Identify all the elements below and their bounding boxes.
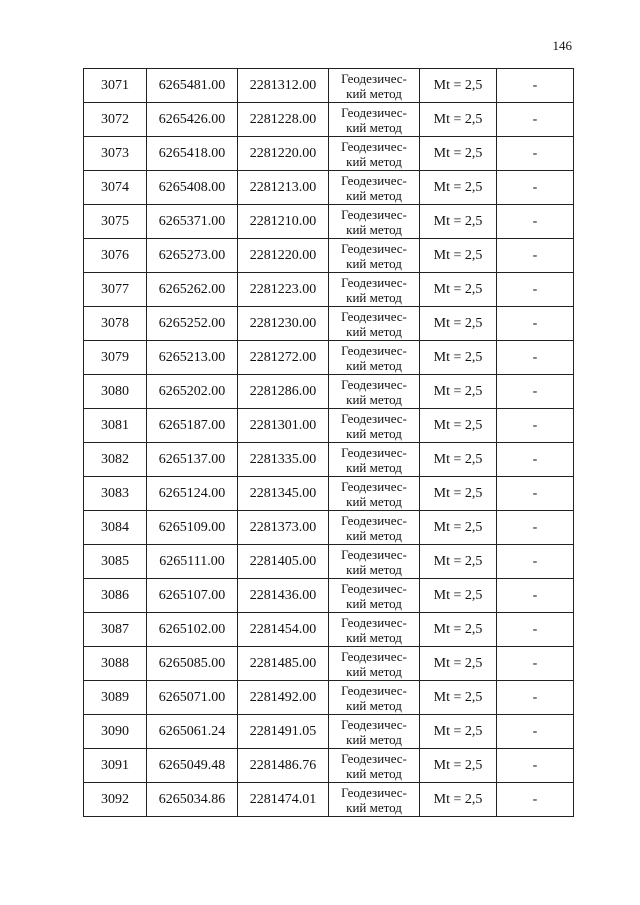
note-cell: -: [497, 103, 574, 137]
method-cell: [329, 375, 420, 409]
y-coordinate-cell: 2281486.76: [238, 749, 329, 783]
method-cell: [329, 715, 420, 749]
table-row: [84, 545, 574, 579]
point-number-cell: 3074: [84, 171, 147, 205]
method-text-line-1: Геодезичес-: [341, 444, 407, 460]
table-row: [84, 103, 574, 137]
method-text-line-2: кий метод: [346, 119, 402, 135]
accuracy-cell: Mt = 2,5: [420, 477, 497, 511]
y-coordinate-cell: 2281272.00: [238, 341, 329, 375]
note-cell: -: [497, 545, 574, 579]
method-text-line-2: кий метод: [346, 391, 402, 407]
point-number-cell: 3076: [84, 239, 147, 273]
method-cell: [329, 273, 420, 307]
point-number-cell: 3084: [84, 511, 147, 545]
accuracy-cell: Mt = 2,5: [420, 375, 497, 409]
y-coordinate-cell: 2281220.00: [238, 239, 329, 273]
y-coordinate-cell: 2281312.00: [238, 69, 329, 103]
table-row: [84, 171, 574, 205]
x-coordinate-cell: 6265124.00: [147, 477, 238, 511]
method-text-line-1: Геодезичес-: [341, 138, 407, 154]
y-coordinate-cell: 2281454.00: [238, 613, 329, 647]
method-text-line-2: кий метод: [346, 799, 402, 815]
method-cell: [329, 783, 420, 817]
point-number-cell: 3075: [84, 205, 147, 239]
note-cell: -: [497, 749, 574, 783]
accuracy-cell: Mt = 2,5: [420, 307, 497, 341]
x-coordinate-cell: 6265187.00: [147, 409, 238, 443]
x-coordinate-cell: 6265111.00: [147, 545, 238, 579]
method-text-line-2: кий метод: [346, 595, 402, 611]
y-coordinate-cell: 2281220.00: [238, 137, 329, 171]
x-coordinate-cell: 6265252.00: [147, 307, 238, 341]
accuracy-cell: Mt = 2,5: [420, 749, 497, 783]
coordinates-table-body: [84, 69, 574, 817]
point-number-cell: 3090: [84, 715, 147, 749]
point-number-cell: 3087: [84, 613, 147, 647]
method-cell: [329, 409, 420, 443]
note-cell: -: [497, 239, 574, 273]
x-coordinate-cell: 6265109.00: [147, 511, 238, 545]
accuracy-cell: Mt = 2,5: [420, 715, 497, 749]
accuracy-cell: Mt = 2,5: [420, 273, 497, 307]
method-cell: [329, 205, 420, 239]
method-text-line-2: кий метод: [346, 85, 402, 101]
x-coordinate-cell: 6265085.00: [147, 647, 238, 681]
method-text-line-2: кий метод: [346, 493, 402, 509]
method-text-line-2: кий метод: [346, 187, 402, 203]
method-cell: [329, 103, 420, 137]
method-cell: [329, 647, 420, 681]
table-row: [84, 69, 574, 103]
note-cell: -: [497, 341, 574, 375]
method-text-line-1: Геодезичес-: [341, 206, 407, 222]
point-number-cell: 3088: [84, 647, 147, 681]
method-cell: [329, 477, 420, 511]
method-text-line-2: кий метод: [346, 357, 402, 373]
x-coordinate-cell: 6265481.00: [147, 69, 238, 103]
method-text-line-1: Геодезичес-: [341, 614, 407, 630]
method-text-line-2: кий метод: [346, 289, 402, 305]
method-text-line-2: кий метод: [346, 527, 402, 543]
note-cell: -: [497, 579, 574, 613]
method-text-line-1: Геодезичес-: [341, 580, 407, 596]
x-coordinate-cell: 6265071.00: [147, 681, 238, 715]
accuracy-cell: Mt = 2,5: [420, 103, 497, 137]
note-cell: -: [497, 375, 574, 409]
note-cell: -: [497, 681, 574, 715]
note-cell: -: [497, 511, 574, 545]
y-coordinate-cell: 2281492.00: [238, 681, 329, 715]
accuracy-cell: Mt = 2,5: [420, 511, 497, 545]
point-number-cell: 3073: [84, 137, 147, 171]
coordinates-table: [83, 68, 574, 817]
method-text-line-2: кий метод: [346, 323, 402, 339]
accuracy-cell: Mt = 2,5: [420, 579, 497, 613]
method-text-line-1: Геодезичес-: [341, 172, 407, 188]
x-coordinate-cell: 6265061.24: [147, 715, 238, 749]
note-cell: -: [497, 613, 574, 647]
accuracy-cell: Mt = 2,5: [420, 69, 497, 103]
note-cell: -: [497, 783, 574, 817]
x-coordinate-cell: 6265371.00: [147, 205, 238, 239]
method-text-line-1: Геодезичес-: [341, 784, 407, 800]
table-row: [84, 273, 574, 307]
y-coordinate-cell: 2281230.00: [238, 307, 329, 341]
point-number-cell: 3072: [84, 103, 147, 137]
method-cell: [329, 443, 420, 477]
x-coordinate-cell: 6265049.48: [147, 749, 238, 783]
method-text-line-1: Геодезичес-: [341, 648, 407, 664]
method-cell: [329, 545, 420, 579]
method-text-line-1: Геодезичес-: [341, 546, 407, 562]
method-text-line-1: Геодезичес-: [341, 750, 407, 766]
point-number-cell: 3083: [84, 477, 147, 511]
method-text-line-2: кий метод: [346, 459, 402, 475]
y-coordinate-cell: 2281485.00: [238, 647, 329, 681]
note-cell: -: [497, 273, 574, 307]
accuracy-cell: Mt = 2,5: [420, 443, 497, 477]
page-number: 146: [552, 38, 572, 53]
note-cell: -: [497, 647, 574, 681]
method-cell: [329, 681, 420, 715]
method-text-line-1: Геодезичес-: [341, 682, 407, 698]
method-cell: [329, 307, 420, 341]
table-row: [84, 647, 574, 681]
method-text-line-2: кий метод: [346, 153, 402, 169]
point-number-cell: 3089: [84, 681, 147, 715]
note-cell: -: [497, 69, 574, 103]
x-coordinate-cell: 6265262.00: [147, 273, 238, 307]
method-text-line-1: Геодезичес-: [341, 274, 407, 290]
x-coordinate-cell: 6265426.00: [147, 103, 238, 137]
y-coordinate-cell: 2281301.00: [238, 409, 329, 443]
x-coordinate-cell: 6265107.00: [147, 579, 238, 613]
y-coordinate-cell: 2281223.00: [238, 273, 329, 307]
method-text-line-2: кий метод: [346, 425, 402, 441]
point-number-cell: 3078: [84, 307, 147, 341]
method-cell: [329, 239, 420, 273]
y-coordinate-cell: 2281213.00: [238, 171, 329, 205]
y-coordinate-cell: 2281405.00: [238, 545, 329, 579]
point-number-cell: 3080: [84, 375, 147, 409]
method-cell: [329, 579, 420, 613]
x-coordinate-cell: 6265213.00: [147, 341, 238, 375]
point-number-cell: 3071: [84, 69, 147, 103]
note-cell: -: [497, 443, 574, 477]
method-text-line-1: Геодезичес-: [341, 104, 407, 120]
table-row: [84, 307, 574, 341]
x-coordinate-cell: 6265102.00: [147, 613, 238, 647]
y-coordinate-cell: 2281474.01: [238, 783, 329, 817]
method-text-line-2: кий метод: [346, 765, 402, 781]
method-text-line-2: кий метод: [346, 255, 402, 271]
note-cell: -: [497, 409, 574, 443]
note-cell: -: [497, 171, 574, 205]
y-coordinate-cell: 2281228.00: [238, 103, 329, 137]
y-coordinate-cell: 2281491.05: [238, 715, 329, 749]
method-text-line-2: кий метод: [346, 697, 402, 713]
x-coordinate-cell: 6265034.86: [147, 783, 238, 817]
point-number-cell: 3091: [84, 749, 147, 783]
table-row: [84, 375, 574, 409]
note-cell: -: [497, 715, 574, 749]
method-text-line-2: кий метод: [346, 629, 402, 645]
table-row: [84, 341, 574, 375]
y-coordinate-cell: 2281436.00: [238, 579, 329, 613]
y-coordinate-cell: 2281373.00: [238, 511, 329, 545]
accuracy-cell: Mt = 2,5: [420, 613, 497, 647]
x-coordinate-cell: 6265408.00: [147, 171, 238, 205]
accuracy-cell: Mt = 2,5: [420, 783, 497, 817]
method-text-line-1: Геодезичес-: [341, 410, 407, 426]
method-text-line-1: Геодезичес-: [341, 512, 407, 528]
method-cell: [329, 69, 420, 103]
table-row: [84, 477, 574, 511]
table-row: [84, 681, 574, 715]
accuracy-cell: Mt = 2,5: [420, 545, 497, 579]
x-coordinate-cell: 6265202.00: [147, 375, 238, 409]
method-cell: [329, 613, 420, 647]
method-text-line-1: Геодезичес-: [341, 308, 407, 324]
y-coordinate-cell: 2281286.00: [238, 375, 329, 409]
y-coordinate-cell: 2281335.00: [238, 443, 329, 477]
method-text-line-1: Геодезичес-: [341, 240, 407, 256]
table-row: [84, 205, 574, 239]
x-coordinate-cell: 6265418.00: [147, 137, 238, 171]
table-row: [84, 443, 574, 477]
method-text-line-1: Геодезичес-: [341, 478, 407, 494]
point-number-cell: 3086: [84, 579, 147, 613]
y-coordinate-cell: 2281210.00: [238, 205, 329, 239]
table-row: [84, 239, 574, 273]
accuracy-cell: Mt = 2,5: [420, 681, 497, 715]
method-text-line-2: кий метод: [346, 731, 402, 747]
accuracy-cell: Mt = 2,5: [420, 647, 497, 681]
point-number-cell: 3081: [84, 409, 147, 443]
point-number-cell: 3092: [84, 783, 147, 817]
accuracy-cell: Mt = 2,5: [420, 171, 497, 205]
method-cell: [329, 749, 420, 783]
accuracy-cell: Mt = 2,5: [420, 341, 497, 375]
point-number-cell: 3085: [84, 545, 147, 579]
table-row: [84, 613, 574, 647]
accuracy-cell: Mt = 2,5: [420, 205, 497, 239]
table-row: [84, 749, 574, 783]
accuracy-cell: Mt = 2,5: [420, 409, 497, 443]
method-text-line-1: Геодезичес-: [341, 70, 407, 86]
method-cell: [329, 171, 420, 205]
table-row: [84, 409, 574, 443]
y-coordinate-cell: 2281345.00: [238, 477, 329, 511]
table-row: [84, 137, 574, 171]
method-text-line-2: кий метод: [346, 561, 402, 577]
method-text-line-2: кий метод: [346, 221, 402, 237]
table-row: [84, 783, 574, 817]
table-row: [84, 715, 574, 749]
method-text-line-1: Геодезичес-: [341, 376, 407, 392]
method-text-line-1: Геодезичес-: [341, 716, 407, 732]
note-cell: -: [497, 477, 574, 511]
accuracy-cell: Mt = 2,5: [420, 137, 497, 171]
method-cell: [329, 511, 420, 545]
method-cell: [329, 137, 420, 171]
point-number-cell: 3082: [84, 443, 147, 477]
x-coordinate-cell: 6265273.00: [147, 239, 238, 273]
point-number-cell: 3079: [84, 341, 147, 375]
accuracy-cell: Mt = 2,5: [420, 239, 497, 273]
x-coordinate-cell: 6265137.00: [147, 443, 238, 477]
note-cell: -: [497, 307, 574, 341]
note-cell: -: [497, 205, 574, 239]
point-number-cell: 3077: [84, 273, 147, 307]
method-text-line-2: кий метод: [346, 663, 402, 679]
note-cell: -: [497, 137, 574, 171]
table-row: [84, 511, 574, 545]
method-text-line-1: Геодезичес-: [341, 342, 407, 358]
method-cell: [329, 341, 420, 375]
table-row: [84, 579, 574, 613]
